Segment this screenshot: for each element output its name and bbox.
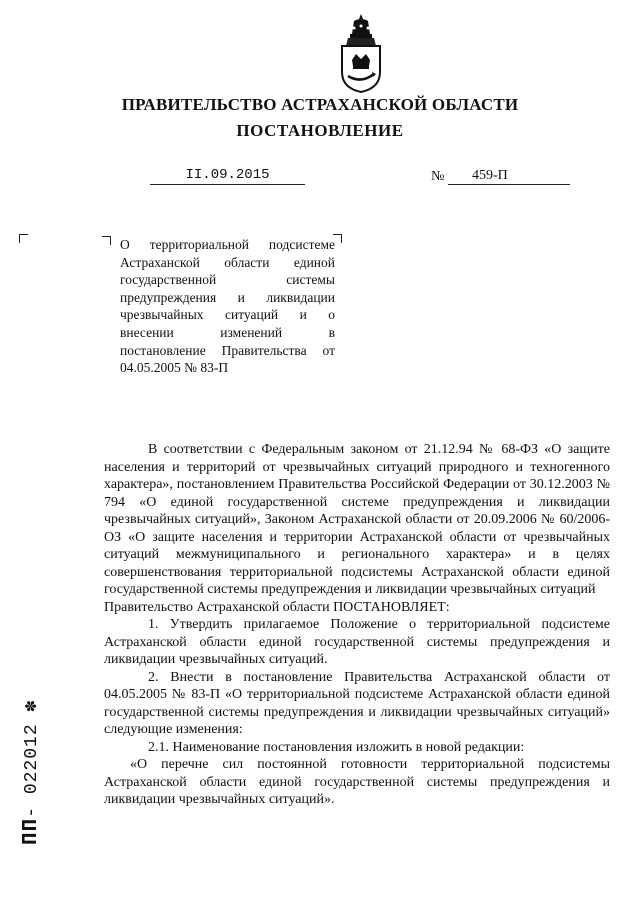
document-number-field bbox=[448, 167, 570, 185]
organization-title: ПРАВИТЕЛЬСТВО АСТРАХАНСКОЙ ОБЛАСТИ bbox=[121, 95, 519, 114]
serial-mark: ✽ bbox=[22, 699, 42, 712]
corner-mark-subject-start bbox=[102, 236, 111, 245]
document-number-label: № bbox=[431, 169, 445, 184]
item-1-paragraph: 1. Утвердить прилагаемое Положение о территориальной подсистеме Астраханской области единой государственной системы предупреждения и ликвидации чрезвычайных ситуаций. bbox=[104, 617, 610, 667]
document-body bbox=[104, 441, 610, 809]
document-type-heading: ПОСТАНОВЛЕНИЕ bbox=[236, 121, 404, 140]
document-date: II.09.2015 bbox=[150, 167, 305, 185]
preamble-paragraph: В соответствии с Федеральным законом от 21.12.94 № 68-ФЗ «О защите населения и территорий от чрезвычайных ситуаций природного и техногенного характера», постановлением Правительства Российской Федерации от 30.12.2003 № 794 «О единой государственной системе предупреждения и ликвидации чрезвычайных ситуаций», Законом Астраханской области от 20.09.2006 № 60/2006-ОЗ «О защите населения и территории Астраханской области от чрезвычайных ситуаций межмуниципального и регионального характера» и в целях совершенствования территориальной подсистемы Астраханской области единой государственной системы предупреждения и ликвидации чрезвычайных ситуаций bbox=[104, 442, 610, 597]
item-2-paragraph: 2. Внести в постановление Правительства Астраханской области от 04.05.2005 № 83-П «О территориальной подсистеме Астраханской области единой государственной системы предупреждения и ликвидации чрезвычайных ситуаций» следующие изменения: bbox=[104, 669, 610, 737]
coat-of-arms-emblem bbox=[332, 12, 390, 94]
serial-stamp bbox=[20, 700, 43, 845]
quoted-title-paragraph: «О перечне сил постоянной готовности территориальной подсистемы Астраханской области единой государственной системы предупреждения и ликвидации чрезвычайных ситуаций». bbox=[104, 757, 610, 807]
serial-number: - 022012 bbox=[22, 723, 42, 818]
corner-mark-left bbox=[19, 234, 28, 243]
resolution-line: Правительство Астраханской области ПОСТАНОВЛЯЕТ: bbox=[104, 599, 450, 615]
serial-series: ПП bbox=[20, 817, 43, 845]
document-number: 459-П bbox=[472, 168, 508, 183]
document-subject: О территориальной подсистеме Астраханской области единой государственной системы предупреждения и ликвидации чрезвычайных ситуаций и о внесении изменений в постановление Правительства от 04.05.2005 № 83-П bbox=[120, 237, 335, 376]
item-2-1-paragraph: 2.1. Наименование постановления изложить в новой редакции: bbox=[148, 739, 525, 755]
